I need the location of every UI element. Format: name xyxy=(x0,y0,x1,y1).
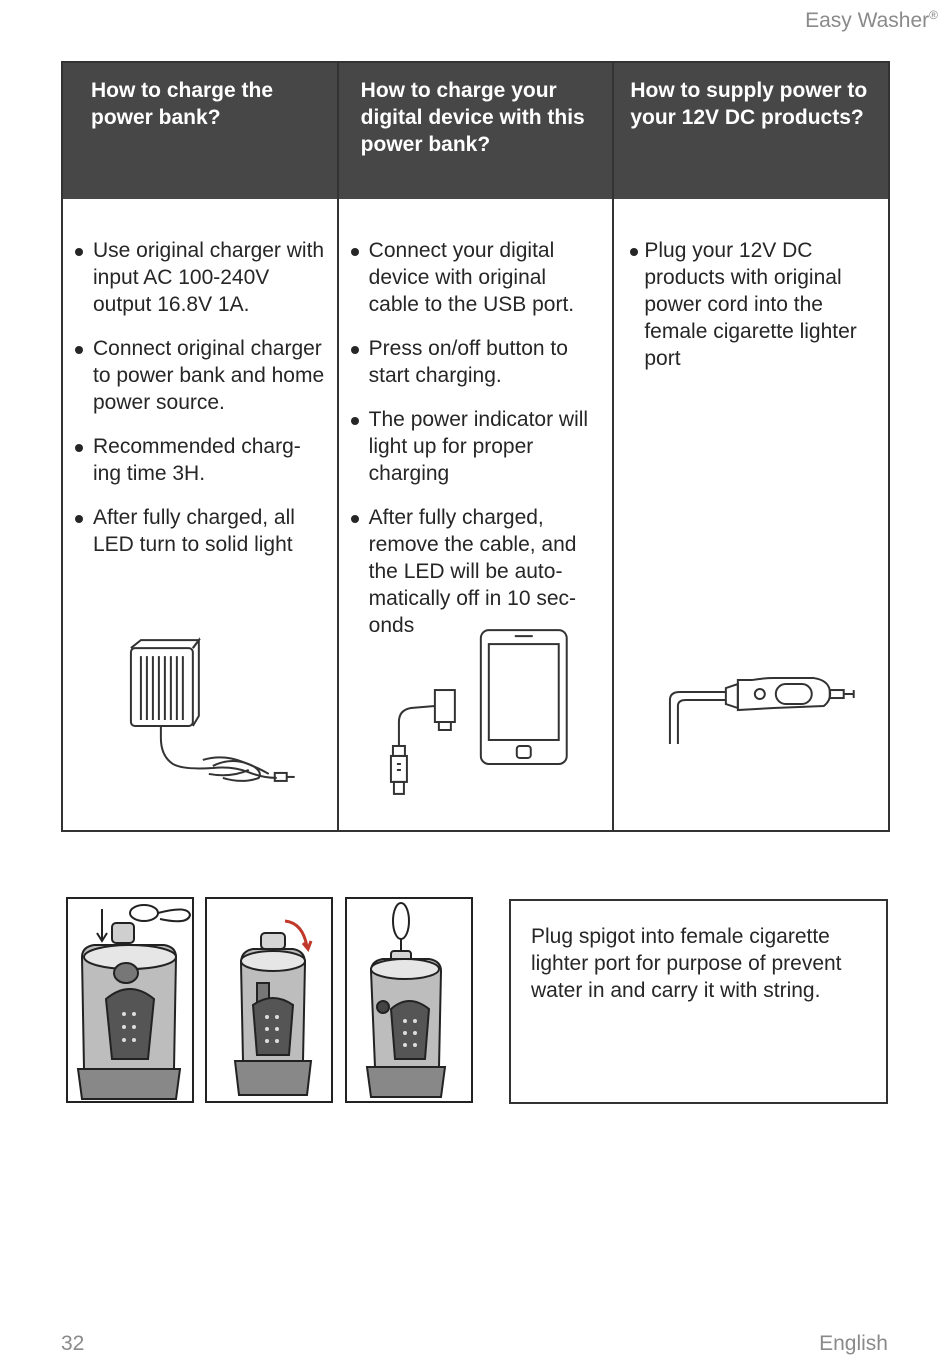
list-item: Connect your digital device with original cable to the USB port. xyxy=(349,237,601,318)
column-charge-power-bank xyxy=(63,63,339,830)
bullet-list xyxy=(63,199,337,558)
bullet-list xyxy=(339,199,613,639)
list-item: Plug your 12V DC products with original power cord into the female cigarette lighter port xyxy=(630,237,876,372)
wall-charger-icon xyxy=(63,628,337,818)
language-label: English xyxy=(819,1332,888,1355)
spigot-note: Plug spigot into female cigarette lighter port for purpose of prevent water in and carry it with string. xyxy=(509,899,888,1104)
list-item: Use original charger with input AC 100-240V output 16.8V 1A. xyxy=(73,237,325,318)
spigot-step-2-image xyxy=(205,897,333,1103)
brand-name: Easy Washer xyxy=(805,9,930,32)
spigot-step-3-image xyxy=(345,897,473,1103)
column-title: How to charge your digital device with this power bank? xyxy=(339,63,613,199)
registered-mark: ® xyxy=(929,8,938,22)
column-title: How to supply power to your 12V DC products? xyxy=(614,63,888,199)
list-item: After fully charged, remove the cable, and the LED will be auto-matically off in 10 sec-onds xyxy=(349,504,601,639)
list-item: Press on/off button to start charging. xyxy=(349,335,601,389)
power-bank-carry-string-icon xyxy=(347,899,471,1101)
list-item: The power indicator will light up for proper charging xyxy=(349,406,601,487)
power-bank-close-spigot-icon xyxy=(207,899,331,1101)
list-item: Recommended charg-ing time 3H. xyxy=(73,433,325,487)
column-charge-device xyxy=(339,63,615,830)
power-bank-insert-spigot-icon xyxy=(68,899,192,1101)
list-item: After fully charged, all LED turn to solid light xyxy=(73,504,325,558)
column-title: How to charge the power bank? xyxy=(63,63,337,199)
spigot-step-1-image xyxy=(66,897,194,1103)
page-number: 32 xyxy=(61,1332,85,1355)
car-plug-icon xyxy=(614,628,888,818)
column-supply-12v xyxy=(614,63,888,830)
phone-usb-cable-icon xyxy=(339,628,613,818)
list-item: Connect original charger to power bank and home power source. xyxy=(73,335,325,416)
instructions-table xyxy=(61,61,890,832)
bullet-list xyxy=(614,199,888,372)
brand-header xyxy=(805,9,938,33)
